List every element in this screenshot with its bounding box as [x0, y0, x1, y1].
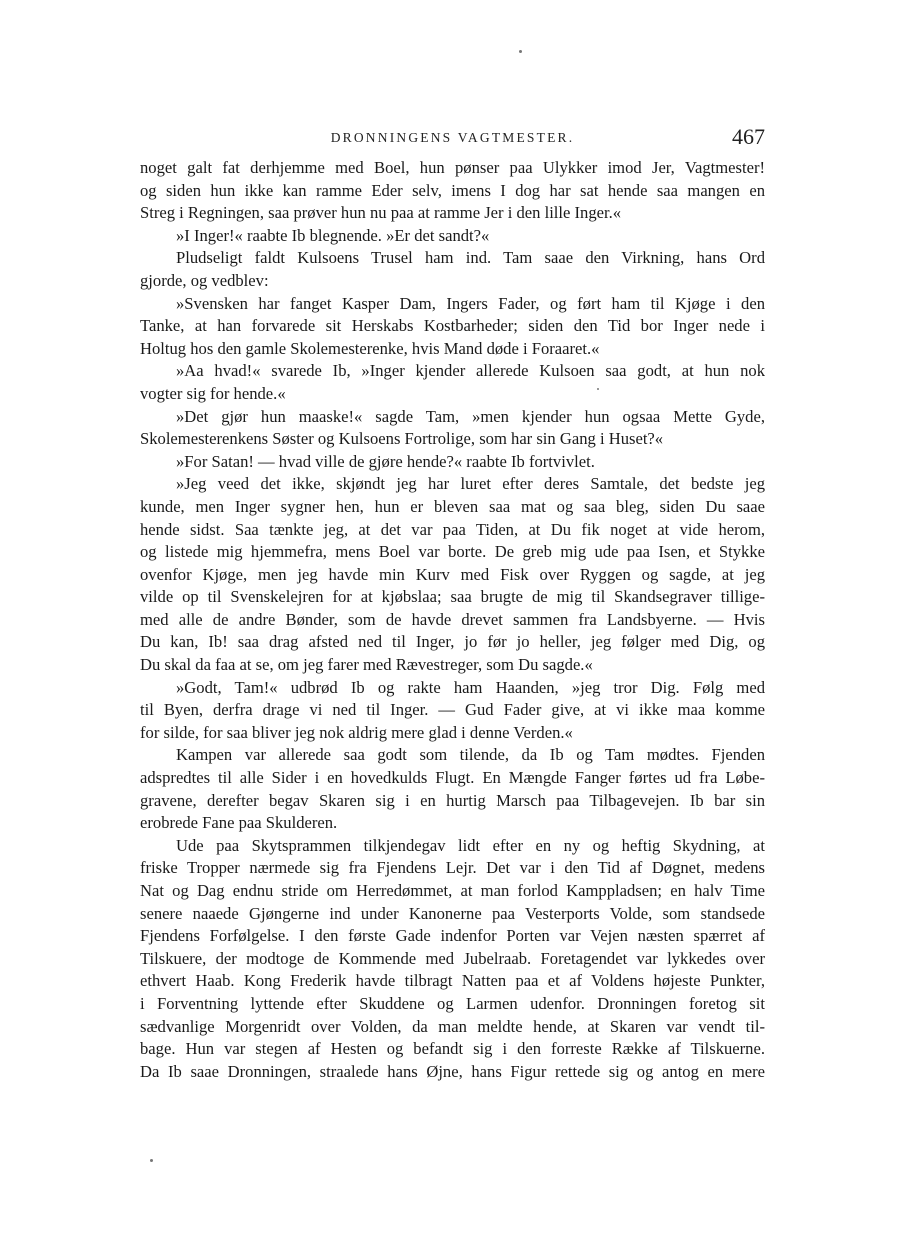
- text-line: kunde, men Inger sygner hen, hun er bleven saa mat og saa bleg, siden Du saae: [140, 496, 765, 516]
- text-line: Nat og Dag endnu stride om Herredømmet, at man forlod Kamppladsen; en halv Time: [140, 881, 765, 900]
- text-line: hende sidst. Saa tænkte jeg, at det var paa Tiden, at Du fik noget at vide herom,: [140, 519, 765, 539]
- text-line: senere naaede Gjøngerne ind under Kanonerne paa Vesterports Volde, som standsede: [140, 903, 765, 923]
- text-line: Du skal da faa at se, om jeg farer med Rævestreger, som Du sagde.«: [140, 655, 593, 675]
- text-line: til Byen, derfra drage vi ned til Inger. — Gud Fader give, at vi ikke maa komme: [140, 700, 765, 720]
- text-line: Ude paa Skytsprammen tilkjendegav lidt efter en ny og heftig Skydning, at: [176, 835, 765, 855]
- text-line: med alle de andre Bønder, som de havde drevet sammen fra Landsbyerne. — Hvis: [140, 609, 765, 629]
- text-line: Skolemesterenkens Søster og Kulsoens Fortrolige, som har sin Gang i Huset?«: [140, 429, 664, 449]
- text-line: gravene, derefter begav Skaren sig i en hurtig Marsch paa Tilbagevejen. Ib bar sin: [140, 790, 765, 810]
- print-speck: [519, 50, 522, 53]
- text-line: bage. Hun var stegen af Hesten og befandt sig i den forreste Række af Tilskuerne.: [140, 1039, 765, 1059]
- text-line: Pludseligt faldt Kulsoens Trusel ham ind. Tam saae den Virkning, hans Ord: [176, 248, 765, 268]
- text-line: ethvert Haab. Kong Frederik havde tilbragt Natten paa et af Voldens højeste Punkter,: [140, 971, 765, 991]
- text-line: »For Satan! — hvad ville de gjøre hende?« raabte Ib fortvivlet.: [176, 451, 595, 471]
- text-line: »Aa hvad!« svarede Ib, »Inger kjender allerede Kulsoen saa godt, at hun nok: [176, 361, 765, 381]
- text-line: Du kan, Ib! saa drag afsted ned til Inger, jo før jo heller, jeg følger med Dig, og: [140, 632, 765, 652]
- text-line: og listede mig hjemmefra, mens Boel var borte. De greb mig ude paa Isen, et Stykke: [140, 542, 765, 562]
- text-line: adspredtes til alle Sider i en hovedkulds Flugt. En Mængde Fanger førtes ud fra Løbe-: [140, 768, 765, 788]
- text-line: Tilskuere, der modtoge de Kommende med Jubelraab. Foretagendet var lykkedes over: [140, 948, 765, 968]
- body-text: [140, 157, 765, 1083]
- text-line: Streg i Regningen, saa prøver hun nu paa at ramme Jer i den lille Inger.«: [140, 203, 622, 223]
- running-title: DRONNINGENS VAGTMESTER.: [330, 130, 575, 145]
- print-speck: [597, 388, 599, 390]
- text-line: Da Ib saae Dronningen, straalede hans Øjne, hans Figur rettede sig og antog en mere: [140, 1061, 765, 1081]
- text-line: i Forventning lyttende efter Skuddene og Larmen udenfor. Dronningen foretog sit: [140, 993, 765, 1013]
- text-line: »Svensken har fanget Kasper Dam, Ingers Fader, og ført ham til Kjøge i den: [176, 293, 765, 313]
- text-line: »I Inger!« raabte Ib blegnende. »Er det sandt?«: [176, 225, 490, 245]
- text-line: »Det gjør hun maaske!« sagde Tam, »men kjender hun ogsaa Mette Gyde,: [176, 406, 765, 426]
- page-number: 467: [732, 124, 765, 149]
- text-line: sædvanlige Morgenridt over Volden, da man meldte hende, at Skaren var vendt til-: [140, 1016, 765, 1036]
- text-line: og siden hun ikke kan ramme Eder selv, imens I dog har sat hende saa mangen en: [140, 180, 765, 200]
- text-line: Fjendens Forfølgelse. I den første Gade indenfor Porten var Vejen næsten spærret af: [140, 926, 765, 946]
- text-line: gjorde, og vedblev:: [140, 270, 269, 290]
- text-line: vilde op til Svenskelejren for at kjøbslaa; saa brugte de mig til Skandsegraver tillige-: [140, 587, 765, 607]
- print-speck: [150, 1159, 153, 1162]
- running-head: [140, 124, 765, 154]
- text-line: friske Tropper nærmede sig fra Fjendens Lejr. Det var i den Tid af Døgnet, medens: [140, 858, 765, 878]
- text-line: »Jeg veed det ikke, skjøndt jeg har luret efter deres Samtale, det bedste jeg: [176, 474, 765, 494]
- text-line: Tanke, at han forvarede sit Herskabs Kostbarheder; siden den Tid bor Inger nede i: [140, 316, 765, 336]
- text-line: noget galt fat derhjemme med Boel, hun pønser paa Ulykker imod Jer, Vagtmester!: [140, 158, 765, 177]
- text-line: ovenfor Kjøge, men jeg havde min Kurv med Fisk over Ryggen og sagde, at jeg: [140, 564, 765, 584]
- text-line: Holtug hos den gamle Skolemesterenke, hvis Mand døde i Foraaret.«: [140, 338, 600, 358]
- text-line: vogter sig for hende.«: [140, 383, 286, 403]
- text-line: »Godt, Tam!« udbrød Ib og rakte ham Haanden, »jeg tror Dig. Følg med: [176, 677, 765, 697]
- text-line: for silde, for saa bliver jeg nok aldrig mere glad i denne Verden.«: [140, 722, 573, 742]
- text-line: erobrede Fane paa Skulderen.: [140, 813, 338, 833]
- text-line: Kampen var allerede saa godt som tilende, da Ib og Tam mødtes. Fjenden: [176, 745, 765, 765]
